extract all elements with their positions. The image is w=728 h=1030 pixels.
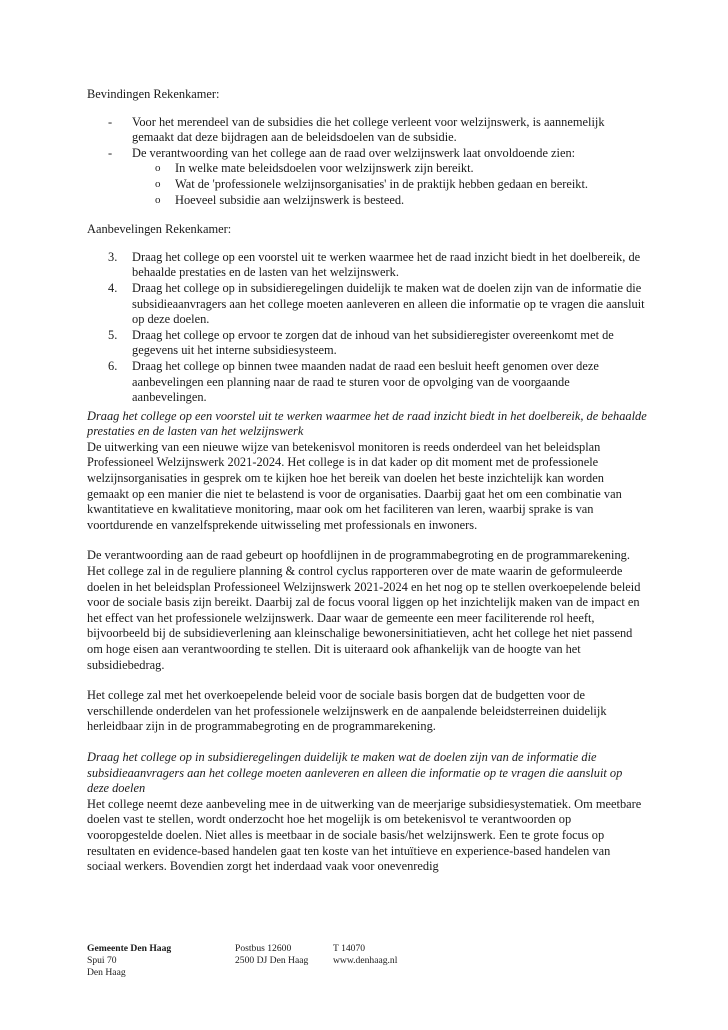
finding-subitem-text: Hoeveel subsidie aan welzijnswerk is besteed. (175, 192, 405, 207)
recommendation-number: 5. (108, 327, 118, 342)
footer-address (87, 943, 171, 978)
dash-bullet: - (108, 145, 113, 160)
recommendation-number: 4. (108, 280, 118, 295)
finding-item (87, 115, 647, 146)
finding-subitem-text: In welke mate beleidsdoelen voor welzijnswerk zijn bereikt. (175, 161, 474, 176)
recommendation-item (87, 359, 647, 406)
recommendation-item (87, 328, 647, 359)
footer-website[interactable]: www.denhaag.nl (333, 954, 398, 966)
recommendation-number: 6. (108, 358, 118, 373)
recommendations-heading: Aanbevelingen Rekenkamer: (87, 222, 232, 237)
finding-subitem (87, 177, 647, 193)
document-body (87, 87, 647, 875)
recommendation-item (87, 281, 647, 328)
recommendation-item (87, 250, 647, 281)
circle-bullet: o (155, 177, 161, 190)
section-1-paragraph-3: Het college zal met het overkoepelende beleid voor de sociale basis borgen dat de budgetten voor de verschillende onderdelen van het professionele welzijnswerk en de aanpalende beleidsterreinen duidelijk herleidbaar zijn in de programmabegroting en de programmarekening. (87, 688, 607, 734)
findings-sublist (132, 161, 647, 208)
footer-postbus: Postbus 12600 (235, 943, 292, 954)
findings-list (87, 115, 647, 209)
footer-city: Den Haag (87, 966, 126, 978)
circle-bullet: o (155, 193, 161, 206)
dash-bullet: - (108, 114, 113, 129)
recommendation-text: Draag het college op binnen twee maanden nadat de raad een besluit heeft genomen over deze aanbevelingen een planning naar de raad te sturen voor de opvolging van de voorgaande aanbevelingen. (132, 358, 599, 405)
footer-phone: T 14070 (333, 943, 366, 954)
footer-contact (333, 943, 397, 967)
finding-subitem (87, 193, 647, 209)
finding-subitem-text: Wat de 'professionele welzijnsorganisaties' in de praktijk hebben gedaan en bereikt. (175, 176, 589, 191)
section-1-title: Draag het college op een voorstel uit te werken waarmee het de raad inzicht biedt in het doelbereik, de behaalde prestaties en de lasten van het welzijnswerk (87, 408, 647, 439)
finding-text: De verantwoording van het college aan de raad over welzijnswerk laat onvoldoende zien: (132, 145, 576, 160)
section-2-paragraph-1: Het college neemt deze aanbeveling mee in de uitwerking van de meerjarige subsidiesystematiek. Om meetbare doelen vast te stellen, wordt onderzocht hoe het mogelijk is om betekenisvol te verantwoorden op vooropgestelde doelen. Niet alles is meetbaar in de sociale basis/het welzijnswerk. Een te grote focus op resultaten en evidence-based handelen gaat ten koste van het intuïtieve en experience-based handelen van sociaal werkers. Bovendien zorgt het inderdaad vaak voor onevenredig (87, 796, 642, 874)
footer-postal-code: 2500 DJ Den Haag (235, 954, 309, 966)
finding-subitem (87, 161, 647, 177)
section-1-paragraph-2: De verantwoording aan de raad gebeurt op hoofdlijnen in de programmabegroting en de programmarekening. Het college zal in de reguliere planning & control cyclus rapporteren over de mate waarin de geformuleerde doelen in het beleidsplan Professioneel Welzijnswerk 2021-2024 en het nog op te stellen overkoepelende beleid voor de sociale basis zijn bereikt. Daarbij zal de focus vooral liggen op het inzichtelijk maken van de impact en het effect van het professionele welzijnswerk. Daar waar de gemeente een meer faciliterende rol heeft, bijvoorbeeld bij de subsidieverlening aan kleinschalige bewonersinitiatieven, acht het college het niet passend om hoge eisen aan verantwoording te stellen. Dit is uiteraard ook afhankelijk van de hoogte van het subsidiebedrag. (87, 548, 641, 672)
recommendation-text: Draag het college op een voorstel uit te werken waarmee het de raad inzicht biedt in het doelbereik, de behaalde prestaties en de lasten van het welzijnswerk. (132, 249, 641, 280)
recommendations-list (87, 250, 647, 406)
recommendation-text: Draag het college op ervoor te zorgen dat de inhoud van het subsidieregister overeenkomt met de gegevens uit het interne subsidiesysteem. (132, 327, 614, 358)
finding-item (87, 146, 647, 208)
footer-street: Spui 70 (87, 954, 117, 966)
finding-text: Voor het merendeel van de subsidies die het college verleent voor welzijnswerk, is aannemelijk gemaakt dat deze bijdragen aan de beleidsdoelen van de subsidie. (132, 114, 605, 145)
recommendation-number: 3. (108, 249, 118, 264)
circle-bullet: o (155, 162, 161, 175)
section-1-paragraph-1: De uitwerking van een nieuwe wijze van betekenisvol monitoren is reeds onderdeel van het beleidsplan Professioneel Welzijnswerk 2021-2024. Het college is in dat kader op dit moment met de professionele welzijnsorganisaties in gesprek om te kijken hoe het bereik van doelen het beste inzichtelijk kan worden gemaakt op een manier die niet te belastend is voor de organisaties. Daarbij gaat het om een combinatie van kwantitatieve en kwalitatieve monitoring, maar ook om het faciliteren van leren, waarbij sprake is van voortdurende en vanzelfsprekende uitwisseling met professionals en inwoners. (87, 439, 622, 532)
footer-postal-address (235, 943, 308, 967)
recommendation-text: Draag het college op in subsidieregelingen duidelijk te maken wat de doelen zijn van de informatie die subsidieaanvragers aan het college moeten aanleveren en alleen die informatie op te vragen die aansluit op deze doelen. (132, 280, 645, 327)
section-2-title: Draag het college op in subsidieregelingen duidelijk te maken wat de doelen zijn van de informatie die subsidieaanvragers aan het college moeten aanleveren en alleen die informatie op te vragen die aansluit op deze doelen (87, 749, 623, 796)
footer-org-name: Gemeente Den Haag (87, 943, 172, 954)
findings-heading: Bevindingen Rekenkamer: (87, 87, 220, 101)
